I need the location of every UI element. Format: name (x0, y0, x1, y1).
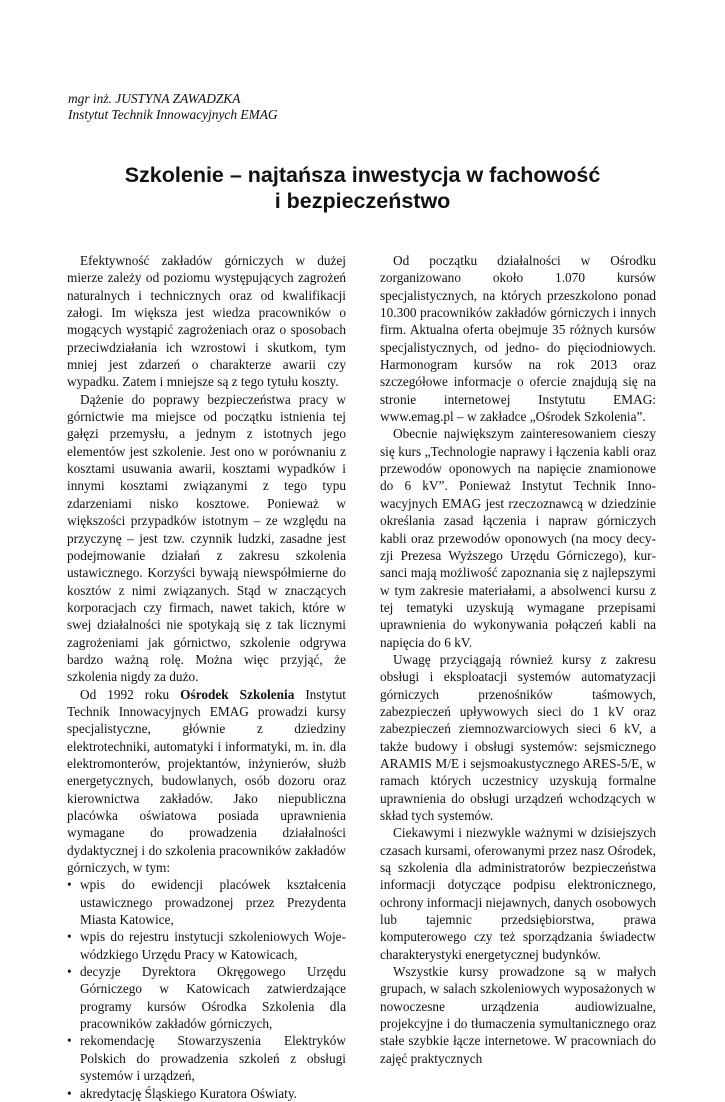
paragraph: Uwagę przyciągają również kursy z zakresu obsługi i eksploatacji systemów automatyzacji górniczych przenośników taśmowych, zabezpieczeń upływowych sieci do 1 kV oraz zabezpieczeń ziemnozwarciowych sieci 6 kV, a także budowy i obsługi systemów: sejsmicznego ARAMIS M/E i sejsmoakustycznego ARES-5/E, w ramach których uczestnicy uzyskują formalne uprawnienia do obsługi urządzeń wchodzących w skład tych systemów. (380, 651, 656, 823)
paragraph: Efektywność zakładów górniczych w dużej mierze zależy od poziomu występujących zagrożeń naturalnych i technicznych oraz od kwalifikacji załogi. Im większa jest wiedza pracowników o mogących wystąpić zagrożeniach oraz o sposobach przeciwdziałania ich wzrostowi i skutkom, tym mniej jest zdarzeń o charakterze awarii czy wypadku. Zatem i mniejsze są z tego tytułu koszty. (67, 253, 346, 390)
paragraph-text: Instytut Technik Innowacyjnych EMAG prowadzi kursy specjalistyczne, głównie z dziedziny elektrotechniki, automatyki i informatyki, m. in. dla elektromonterów, projektantów, inżynierów, służb energetycznych, budowlanych, osób dozoru oraz kierownictwa zakładów. Jako niepubliczna placówka oświatowa posiada uprawnienia wymagane do prowadzenia działalności dydaktycznej i do szkolenia pracowników zakładów górniczych, w tym: (67, 686, 346, 876)
paragraph: Dążenie do poprawy bezpieczeństwa pracy w górnictwie ma miejsce od początku istnienia tej gałęzi przemysłu, a jednym z istotnych jego elementów jest szkolenie. Jest ono w porównaniu z kosztami usuwania awarii, kosztami wypadków i innymi kosztami związanymi z tego typu zdarzeniami nisko kosztowe. Ponieważ w większości przypadków istotnym – ze względu na przyczynę – jest tzw. czynnik ludzki, zasadne jest podejmowanie działań z zakresu szkolenia ustawicznego. Korzyści bywają niewspółmierne do kosztów z nimi związanych. Stąd w znaczących korporacjach czy firmach, nawet takich, które w swej działalności nie spotykają się z tak licznymi zagrożeniami jak górnictwo, szkolenie odgrywa bardzo ważną rolę. Można więc przyjąć, że szkolenia nigdy za dużo. (67, 391, 346, 685)
paragraph: Od początku działalności w Ośrodku zorganizowano około 1.070 kursów specjalistycznych, na których przeszkolono ponad 10.300 pracowników zakładów górniczych i innych firm. Aktualna oferta obejmuje 35 różnych kursów specjalistycznych, od jedno- do pięciodniowych. Harmonogram kursów na rok 2013 oraz szczegółowe informacje o ofercie znajdują się na stronie internetowej Instytutu EMAG: www.emag.pl – w zakładce „Ośrodek Szkolenia”. (380, 253, 656, 425)
title-line-1: Szkolenie – najtańsza inwestycja w fachowość (124, 163, 601, 187)
credentials-list (67, 876, 346, 1101)
author-name: mgr inż. JUSTYNA ZAWADZKA (68, 91, 241, 106)
paragraph-text: Od 1992 roku (80, 686, 181, 702)
paragraph: Ciekawymi i niezwykle ważnymi w dzisiejszych czasach kursami, oferowanymi przez nasz Ośrodek, są szkolenia dla administratorów bezpieczeństwa informacji dotyczące podpisu elektronicznego, ochrony informacji niejawnych, danych osobowych lub tajemnic przedsiębiorstwa, prawa komputerowego czy też sporządzania świadectw charakterystyki energetycznej budynków. (380, 825, 656, 962)
list-item: • rekomendację Stowarzyszenia Elektryków Polskich do prowadzenia szkoleń z obsługi systemów i urządzeń, (67, 1032, 346, 1084)
author-block (68, 91, 278, 123)
bold-term: Ośrodek Szkolenia (180, 686, 295, 702)
paragraph: Obecnie największym zainteresowaniem cieszy się kurs „Technologie naprawy i łączenia kabli oraz przewodów oponowych na napięcie znamionowe do 6 kV”. Ponieważ Instytut Technik Innowacyjnych EMAG jest rzeczoznawcą w dziedzinie określania zasad łączenia i napraw górniczych kabli oraz przewodów oponowych (na mocy decyzji Prezesa Wyższego Urzędu Górniczego), kursanci mają możliwość zapoznania się z najlepszymi w tym zakresie materiałami, a absolwenci kursu z tej tematyki uzyskują wymagane przepisami uprawnienia do wykonywania połączeń kabli na napięcia do 6 kV. (380, 426, 656, 650)
list-item: • wpis do rejestru instytucji szkoleniowych Wojewódzkiego Urzędu Pracy w Katowicach, (67, 928, 346, 963)
paragraph (67, 686, 346, 877)
title-line-2: i bezpieczeństwo (274, 189, 451, 213)
right-column (380, 252, 656, 1067)
paragraph: Wszystkie kursy prowadzone są w małych grupach, w salach szkoleniowych wyposażonych w nowoczesne urządzenia audiowizualne, projekcyjne i do tłumaczenia symultanicznego oraz stałe szybkie łącze internetowe. W pracowniach do zajęć praktycznych (380, 964, 656, 1066)
left-column (67, 252, 346, 1102)
list-item: • akredytację Śląskiego Kuratora Oświaty. (67, 1085, 346, 1102)
list-item: • decyzje Dyrektora Okręgowego Urzędu Górniczego w Katowicach zatwierdzające programy kursów Ośrodka Szkolenia dla pracowników zakładów górniczych, (67, 963, 346, 1032)
author-affiliation: Instytut Technik Innowacyjnych EMAG (68, 107, 278, 122)
article-title (0, 162, 725, 214)
list-item: • wpis do ewidencji placówek kształcenia ustawicznego prowadzonej przez Prezydenta Miasta Katowice, (67, 876, 346, 928)
